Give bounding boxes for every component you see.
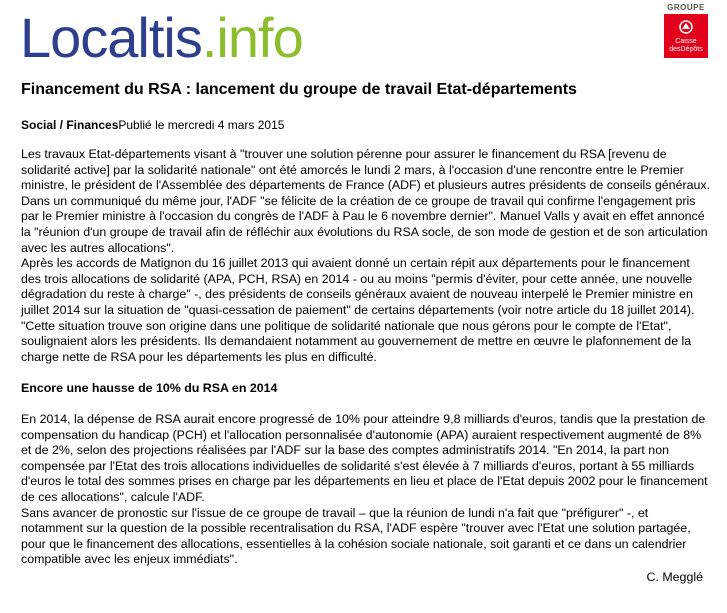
partner-name-line1: Caisse	[675, 38, 697, 45]
caisse-des-depots-emblem-icon	[679, 20, 693, 34]
partner-group-label: GROUPE	[667, 3, 705, 12]
site-header	[0, 0, 727, 75]
article-paragraph: Après les accords de Matignon du 16 juillet 2013 qui avaient donné un certain répit aux départements pour le financement des trois allocations de solidarité (APA, PCH, RSA) en 2014 - ou au moins "permis d'éviter, pour cette année, une nouvelle dégradation du reste à charge" -, des présidents de conseils généraux avaient de nouveau interpelé le Premier ministre en juillet 2014 sur la situation de "quasi-cessation de paiement" de certains départements (voir notre article du 18 juillet 2014). "Cette situation trouve son origine dans une politique de solidarité nationale que nous gérons pour le compte de l'Etat", soulignaient alors les présidents. Ils demandaient notamment au gouvernement de mettre en œuvre le plafonnement de la charge nette de RSA pour les départements les plus en difficulté.	[21, 256, 695, 364]
publication-date: Publié le mercredi 4 mars 2015	[118, 118, 285, 132]
article-rubric[interactable]: Social / Finances	[21, 118, 119, 132]
partner-name-line2: desDépôts	[669, 46, 703, 53]
article-body	[21, 147, 711, 568]
partner-name	[664, 38, 708, 54]
caisse-des-depots-logo[interactable]	[664, 14, 708, 58]
article-paragraph: Sans avancer de pronostic sur l'issue de ce groupe de travail – que la réunion de lundi n'a fait que "préfigurer" -, et notamment sur la question de la possible recentralisation du RSA, l'ADF espère "trouver avec l'Etat une solution partagée, pour que le financement des allocations, essentielles à la cohésion sociale nationale, soit garanti et ce dans un calendrier compatible avec les enjeux immédiats".	[21, 505, 691, 567]
article-title: Financement du RSA : lancement du groupe de travail Etat-départements	[21, 81, 577, 98]
site-logo[interactable]	[20, 6, 303, 70]
article-subheading: Encore une hausse de 10% du RSA en 2014	[21, 380, 278, 395]
article-paragraph: En 2014, la dépense de RSA aurait encore progressé de 10% pour atteindre 9,8 milliards d'euros, tandis que la prestation de compensation du handicap (PCH) et l'allocation personnalisée d'autonomie (APA) auraient respectivement augmenté de 8% et de 2%, selon des projections réalisées par l'ADF sur la base des comptes administratifs 2014. "En 2014, la part non compensée par l'Etat des trois allocations individuelles de solidarité s'est élevée à 7 milliards d'euros, portant à 55 milliards d'euros le total des sommes prises en charge par les départements en lieu et place de l'Etat depuis 2002 pour le financement de ces allocations", calcule l'ADF.	[21, 412, 708, 505]
logo-ext-text: .info	[201, 6, 303, 69]
article-author: C. Megglé	[646, 570, 703, 584]
logo-main-text: Localtis	[20, 6, 202, 69]
article-meta	[21, 118, 284, 132]
article-paragraph: Les travaux Etat-départements visant à "trouver une solution pérenne pour assurer le financement du RSA [revenu de solidarité active] par la solidarité nationale" ont été amorcés le lundi 2 mars, à l'occasion d'une rencontre entre le Premier ministre, le président de l'Assemblée des départements de France (ADF) et plusieurs autres présidents de conseils généraux. Dans un communiqué du même jour, l'ADF "se félicite de la création de ce groupe de travail qui confirme l'engagement pris par le Premier ministre à l'occasion du congrès de l'ADF à Pau le 6 novembre dernier". Manuel Valls y avait en effet annoncé la "réunion d'un groupe de travail afin de réfléchir aux évolutions du RSA socle, de son mode de gestion et de son articulation avec les autres allocations".	[21, 147, 711, 255]
